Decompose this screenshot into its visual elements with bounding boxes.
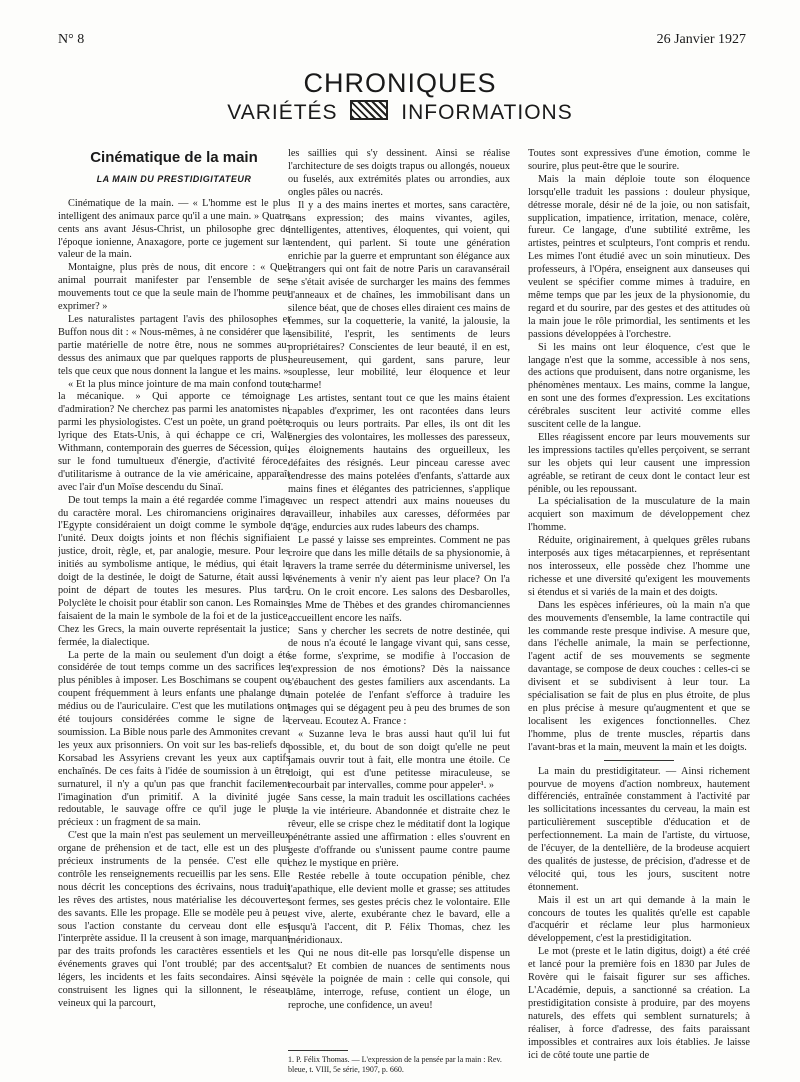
article-title: Cinématique de la main <box>90 150 258 166</box>
paragraph: Mais la main déploie toute son éloquence lorsqu'elle traduit les passions : douleur physique, détresse morale, désir né de la joie, ou non satisfait, supplication, impatience, irritation, menace, colère, fureur. Ce langage, d'une subtilité extrême, les artistes, peintres et sculpteurs, l'ont compris et rendu. Les mimes l'ont étudié avec un soin minutieux. Des professeurs, à l'Opéra, enseignent aux danseuses qui veulent se spécifier comme mimes à traduire, en même temps que par les jeux de la physionomie, du regard et du sourire, par des gestes et des attitudes où la main joue le rôle primordial, les sentiments et les passions développées à l'orchestre. <box>528 173 750 340</box>
paragraph: Elles réagissent encore par leurs mouvements sur les impressions tactiles qu'elles perçoivent, se serrant sur les objets qui leur causent une impression agréable, se retirant de ceux dont le contact leur est pénible, ou les repoussant. <box>528 431 750 495</box>
paragraph: Le mot (preste et le latin digitus, doigt) a été créé et lancé pour la première fois en 1830 par Jules de Rovère qui le faisait figurer sur ses affiches. L'Académie, depuis, a sanctionné sa création. La prestidigitation consiste à produire, par des moyens naturels, des effets qui semblent surnaturels; à réaliser, à force d'adresse, des faits paraissant impossibles et contraires aux lois établies. Je laisse ici de côté toute une partie de <box>528 946 750 1061</box>
paragraph: Les artistes, sentant tout ce que les mains étaient capables d'exprimer, les ont racontées dans leurs croquis ou leurs portraits. Par elles, ils ont dit les énergies des volontaires, les mollesses des paresseux, les éloignements hautains des orgueilleux, les défaites des résignés. Leur pinceau caresse avec tendresse des mains potelées d'enfants, s'attarde aux mains fines et élégantes des patriciennes, s'applique avec un respect attendri aux mains noueuses du travailleur, inhabiles aux caresses, déformées par l'âge, endurcies aux rudes labeurs des champs. <box>288 393 510 534</box>
column-2 <box>288 148 510 1048</box>
ornament-icon <box>350 100 388 120</box>
paragraph: les saillies qui s'y dessinent. Ainsi se réalise l'architecture de ses doigts trapus ou allongés, noueux ou fuselés, aux extrémités plates ou arrondies, aux ongles pâles ou nacrés. <box>288 148 510 198</box>
column-3 <box>528 148 750 1073</box>
section-separator <box>604 760 674 761</box>
paragraph: Dans les espèces inférieures, où la main n'a que des mouvements d'ensemble, la lame contractile qui les commande reste presque indivise. A mesure que, dans l'échelle animale, la main se perfectionne, l'agent actif de ses mouvements se segmente davantage, se compose de deux couches : celles-ci se divisent et se subdivisent à leur tour. La spécialisation se fait de plus en plus étroite, de plus en plus précise à mesure qu'augmentent et que se localisent les exigences fonctionnelles. Chez l'homme, plus de trente muscles, répartis dans l'avant-bras et la main, meuvent la main et les doigts. <box>528 599 750 753</box>
paragraph: Le passé y laisse ses empreintes. Comment ne pas croire que dans les mille détails de sa physionomie, à travers la trame serrée du déterminisme universel, les événements à venir n'y aient pas leur place? On l'a cru. On le croit encore. Les salons des Desbarolles, des Mme de Thèbes et des grandes chiromanciennes accueillent encore les naïfs. <box>288 535 510 624</box>
column-1 <box>58 150 290 1011</box>
paragraph: Restée rebelle à toute occupation pénible, chez l'apathique, elle devient molle et grasse; ses attitudes sont fermes, ses gestes précis chez le volontaire. Elle est vive, alerte, exubérante chez le bavard, elle a jusqu'à l'accent, dit P. Félix Thomas, chez les méridionaux. <box>288 870 510 947</box>
paragraph: La perte de la main ou seulement d'un doigt a été considérée de tout temps comme un des sacrifices les plus pénibles à imposer. Les Boschimans se coupent ou coupent fréquemment à leurs enfants une phalange du médius ou de l'auriculaire. C'est que les mutilations ont été toujours considérées comme le signe de la soumission. La Bible nous parle des Ammonites crevant les yeux aux prisonniers. On voit sur les bas-reliefs de Korsabad les Assyriens crevant les yeux aux captifs enchaînés. De ces faits à l'idée de soumission à un être surnaturel, il n'y a qu'un pas que franchit facilement l'imagination d'un primitif. A la divinité jugée redoutable, le sauvage offre ce qu'il juge le plus précieux : un fragment de sa main. <box>58 649 290 829</box>
issue-number: N° 8 <box>58 32 85 47</box>
paragraph: Cinématique de la main. — « L'homme est le plus intelligent des animaux parce qu'il a une main. » Quatre cents ans avant Jésus-Christ, un philosophe grec de l'époque ionienne, Anaxagore, porte ce jugement sur la valeur de la main. <box>58 197 290 261</box>
section-title: CHRONIQUES <box>303 68 497 98</box>
paragraph: Mais il est un art qui demande à la main le concours de toutes les qualités qu'elle est capable d'acquérir et réclame leur plus harmonieux développement, c'est la prestidigitation. <box>528 894 750 945</box>
paragraph: Réduite, originairement, à quelques grêles rubans interposés aux tiges métacarpiennes, et représentant nos interosseux, elle possède chez l'homme une richesse et une diversité qu'exigent les mouvements si étendus et si variés de la main et des doigts. <box>528 535 750 598</box>
footnote-rule <box>288 1050 348 1051</box>
paragraph: Toutes sont expressives d'une émotion, comme le sourire, plus peut-être que le sourire. <box>528 148 750 172</box>
paragraph: « Et la plus mince jointure de ma main confond toute la mécanique. » Qui apporte ce témoignage d'admiration? Ne cherchez pas parmi les anatomistes ni parmi les physiologistes. C'est un poète, un grand poète lyrique des Etats-Unis, à qui échappe ce cri, Walt Withmann, contemporain des guerres de Sécession, qui, sur le fond tumultueux d'énergie, d'activité féroce, d'utilitarisme à outrance de la vie américaine, apparaît avec l'air d'un Moïse descendu du Sinaï. <box>58 378 290 493</box>
footnote: 1. P. Félix Thomas. — L'expression de la pensée par la main : Rev. bleue, t. VIII, 5e série, 1907, p. 660. <box>288 1055 502 1074</box>
paragraph: C'est que la main n'est pas seulement un merveilleux organe de préhension et de tact, elle est un des plus précieux instruments de la pensée. C'est elle qui contrôle les renseignements recueillis par les sens. Elle nous décrit les conceptions des écrivains, nous traduit les rêves des artistes, nous matérialise les découvertes des savants. Elle les propage. Elle se modèle peu à peu, sous l'action constante du cerveau dont elle est l'interprète assidue. Il la creusent à son image, marquant par des traits profonds les caractères essentiels et les événements graves qui l'ont troublé; par des accents légers, les incidents et les faits secondaires. Ainsi se construisent les lignes qui la sillonnent, le réseau veineux qui la parcourt, <box>58 830 290 1009</box>
paragraph: Montaigne, plus près de nous, dit encore : « Quel animal pourrait manifester par l'ensemble de ses mouvements tout ce que la seule main de l'homme peut exprimer? » <box>58 262 290 313</box>
paragraph: Si les mains ont leur éloquence, c'est que le langage n'est que la somme, accessible à nos sens, des actions que produisent, dans notre organisme, les phénomènes mentaux. Les mains, comme la langue, en sont une des formes d'expression. Les excitations cérébrales suscitent leur activité comme elles suscitent celle de la langue. <box>528 341 750 431</box>
section-subtitle <box>0 100 800 125</box>
paragraph: Qui ne nous dit-elle pas lorsqu'elle dispense un salut? Et combien de nuances de sentiments nous révèle la poignée de main : celle qui console, qui blâme, interroge, refuse, contient un éloge, un reproche, une confidence, un aveu! <box>288 948 510 1011</box>
paragraph: Sans cesse, la main traduit les oscillations cachées de la vie intérieure. Abandonnée et distraite chez le rêveur, elle se crispe chez le méditatif dont la logique pénétrante assied une affirmation : elles s'ouvrent en geste d'offrande ou s'unissent paume contre paume chez le mystique en prière. <box>288 793 510 869</box>
paragraph: De tout temps la main a été regardée comme l'image du caractère moral. Les chiromanciens originaires de l'Egypte considéraient un doigt comme le symbole de l'unité. Deux doigts joints et non fléchis signifiaient justice, droit, règle, et, par analogie, mesure. Pour les initiés au symbolisme antique, le médius, qui était le doigt de la destinée, le doigt de Saturne, était aussi le point de départ de toutes les mesures. Plus tard Polyclète le choisit pour établir son canon. Les Romains faisaient de la main le symbole de la foi et de la justice. Chez les Grecs, la main ouverte représentait la justice; fermée, la dialectique. <box>58 494 290 648</box>
paragraph: « Suzanne leva le bras aussi haut qu'il lui fut possible, et, du bout de son doigt qu'elle ne peut jamais ouvrir tout à fait, elle montra une étoile. Ce doigt, qui est d'une petitesse miraculeuse, se recourbait par intervalles, comme pour appeler¹. » <box>288 728 510 792</box>
paragraph: La main du prestidigitateur. — Ainsi richement pourvue de moyens d'action nombreux, hautement différenciés, entraînée constamment à l'activité par les sollicitations incessantes du cerveau, la main est particulièrement susceptible d'éducation et de perfectionnement. La main de l'artiste, du virtuose, de l'écuyer, de la dentellière, de la brodeuse acquiert des qualités de justesse, de précision, d'adresse et de vélocité qui, tous les jours, suscitent notre étonnement. <box>528 765 750 893</box>
paragraph: Les naturalistes partagent l'avis des philosophes et Buffon nous dit : « Nous-mêmes, à ne considérer que la partie matérielle de notre être, nous ne sommes au-dessus des animaux que par quelques rapports de plus, tels que ceux que nous donnent la langue et les mains. » <box>58 313 290 377</box>
paragraph: La spécialisation de la musculature de la main acquiert son maximum de développement chez l'homme. <box>528 496 750 534</box>
paragraph: Il y a des mains inertes et mortes, sans caractère, sans expression; des mains vivantes, agiles, intelligentes, attentives, éloquentes, qui voient, qui entendent, qui parlent. Si toute une génération enrichie par la guerre et empruntant son élégance aux étrangers qui ont fait de notre Paris un caravansérail ne s'était avisée de surcharger les mains des femmes d'anneaux et de chaînes, les immobilisant dans un silence béat, que de choses elles diraient ces mains de femmes, sur la coquetterie, la vanité, la jalousie, la sensibilité, l'esprit, les sentiments de leurs propriétaires? Conscientes de leur beauté, il en est, heureusement, qui gardent, sans parure, leur souplesse, leur mobilité, leur éloquence et leur charme! <box>288 199 510 392</box>
article-subtitle: LA MAIN DU PRESTIDIGITATEUR <box>96 173 252 184</box>
section-varietes: VARIÉTÉS <box>227 101 338 124</box>
issue-date: 26 Janvier 1927 <box>656 32 746 47</box>
section-informations: INFORMATIONS <box>401 101 573 124</box>
paragraph: Sans y chercher les secrets de notre destinée, qui de nous n'a écouté le langage vivant qui, sans cesse, se forme, s'exprime, se modifie à l'occasion de l'expression de nos émotions? Dès la naissance s'ébauchent des gestes familiers aux ascendants. La main potelée de l'enfant s'efforce à traduire les images qui se dégagent peu à peu des brumes de son cerveau. Ecoutez A. France : <box>288 625 510 727</box>
